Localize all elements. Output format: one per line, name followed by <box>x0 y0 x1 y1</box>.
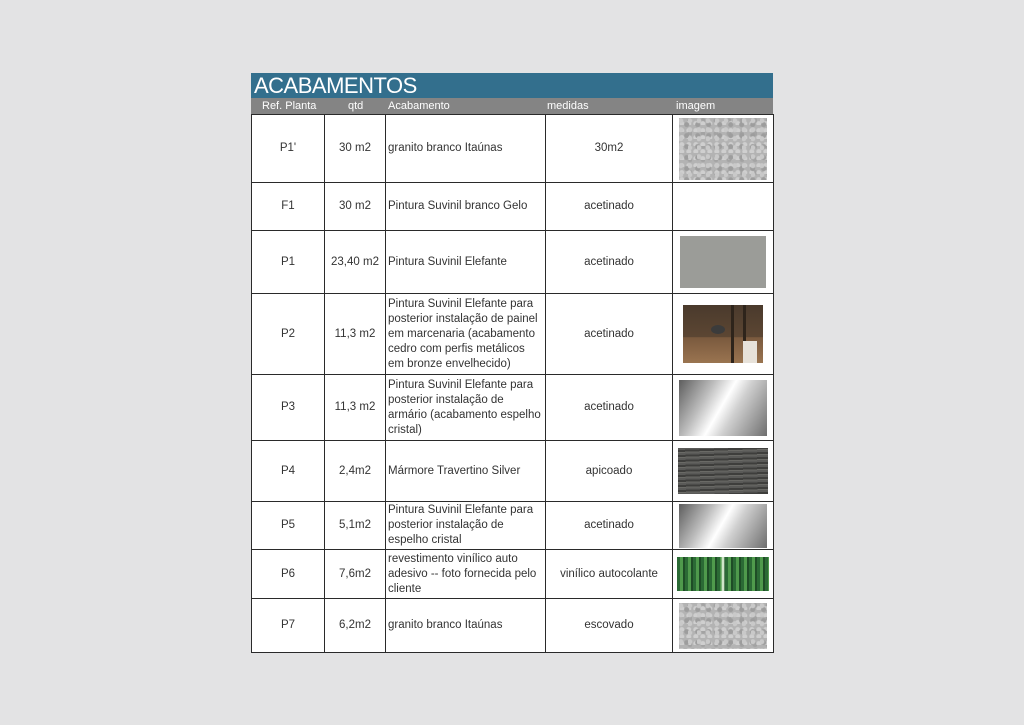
cell-imagem <box>673 502 774 550</box>
cell-ref: P1' <box>252 115 325 183</box>
cell-imagem <box>673 441 774 502</box>
cell-acabamento: granito branco Itaúnas <box>386 599 546 653</box>
cell-ref: P4 <box>252 441 325 502</box>
cell-acabamento: Pintura Suvinil Elefante <box>386 231 546 294</box>
cell-qtd: 11,3 m2 <box>325 294 386 375</box>
cell-acabamento: revestimento vinílico auto adesivo -- foto fornecida pelo cliente <box>386 550 546 599</box>
cell-imagem <box>673 599 774 653</box>
finishes-sheet <box>251 73 773 653</box>
cell-imagem <box>673 115 774 183</box>
cell-ref: P1 <box>252 231 325 294</box>
column-header-imagem: imagem <box>676 100 716 112</box>
column-header-ref: Ref. Planta <box>262 100 317 112</box>
cell-ref: P5 <box>252 502 325 550</box>
column-header-medidas: medidas <box>547 100 589 112</box>
cell-acabamento: Mármore Travertino Silver <box>386 441 546 502</box>
column-header-acabamento: Acabamento <box>388 100 450 112</box>
table-row <box>252 115 774 183</box>
cell-medidas: acetinado <box>546 502 673 550</box>
table-row <box>252 502 774 550</box>
sheet-title: ACABAMENTOS <box>251 73 773 98</box>
cell-qtd: 30 m2 <box>325 115 386 183</box>
table-row <box>252 375 774 441</box>
gray-paint-swatch-image <box>680 236 766 288</box>
cell-medidas: vinílico autocolante <box>546 550 673 599</box>
cell-medidas: acetinado <box>546 375 673 441</box>
cell-ref: F1 <box>252 183 325 231</box>
cell-qtd: 5,1m2 <box>325 502 386 550</box>
cell-ref: P2 <box>252 294 325 375</box>
travertine-swatch-image <box>678 448 768 494</box>
cell-qtd: 11,3 m2 <box>325 375 386 441</box>
cell-imagem <box>673 294 774 375</box>
cell-acabamento: Pintura Suvinil Elefante para posterior instalação de armário (acabamento espelho cristal) <box>386 375 546 441</box>
cell-medidas: apicoado <box>546 441 673 502</box>
cell-medidas: 30m2 <box>546 115 673 183</box>
cell-imagem <box>673 550 774 599</box>
granite-swatch-image <box>679 118 767 180</box>
column-header-qtd: qtd <box>348 100 364 112</box>
cell-acabamento: Pintura Suvinil branco Gelo <box>386 183 546 231</box>
table-row <box>252 441 774 502</box>
cell-medidas: acetinado <box>546 294 673 375</box>
mirror-swatch-image <box>679 380 767 436</box>
cell-acabamento: Pintura Suvinil Elefante para posterior instalação de painel em marcenaria (acabamento cedro com perfis metálicos em bronze envelhecido) <box>386 294 546 375</box>
cell-ref: P3 <box>252 375 325 441</box>
table-row <box>252 599 774 653</box>
cell-medidas: escovado <box>546 599 673 653</box>
table-row <box>252 183 774 231</box>
cell-acabamento: granito branco Itaúnas <box>386 115 546 183</box>
mirror-swatch-image <box>679 504 767 548</box>
cell-ref: P7 <box>252 599 325 653</box>
finishes-table <box>251 114 774 653</box>
cell-qtd: 6,2m2 <box>325 599 386 653</box>
cell-medidas: acetinado <box>546 183 673 231</box>
cell-qtd: 30 m2 <box>325 183 386 231</box>
table-row <box>252 231 774 294</box>
forest-photo-image <box>677 557 769 591</box>
cell-ref: P6 <box>252 550 325 599</box>
cell-imagem <box>673 375 774 441</box>
table-header <box>251 98 773 114</box>
cell-imagem <box>673 231 774 294</box>
table-row <box>252 294 774 375</box>
cell-medidas: acetinado <box>546 231 673 294</box>
cell-qtd: 2,4m2 <box>325 441 386 502</box>
cell-qtd: 23,40 m2 <box>325 231 386 294</box>
cell-qtd: 7,6m2 <box>325 550 386 599</box>
cell-acabamento: Pintura Suvinil Elefante para posterior instalação de espelho cristal <box>386 502 546 550</box>
cell-imagem <box>673 183 774 231</box>
granite-swatch-image <box>679 603 767 649</box>
wood-panel-image <box>683 305 763 363</box>
table-row <box>252 550 774 599</box>
